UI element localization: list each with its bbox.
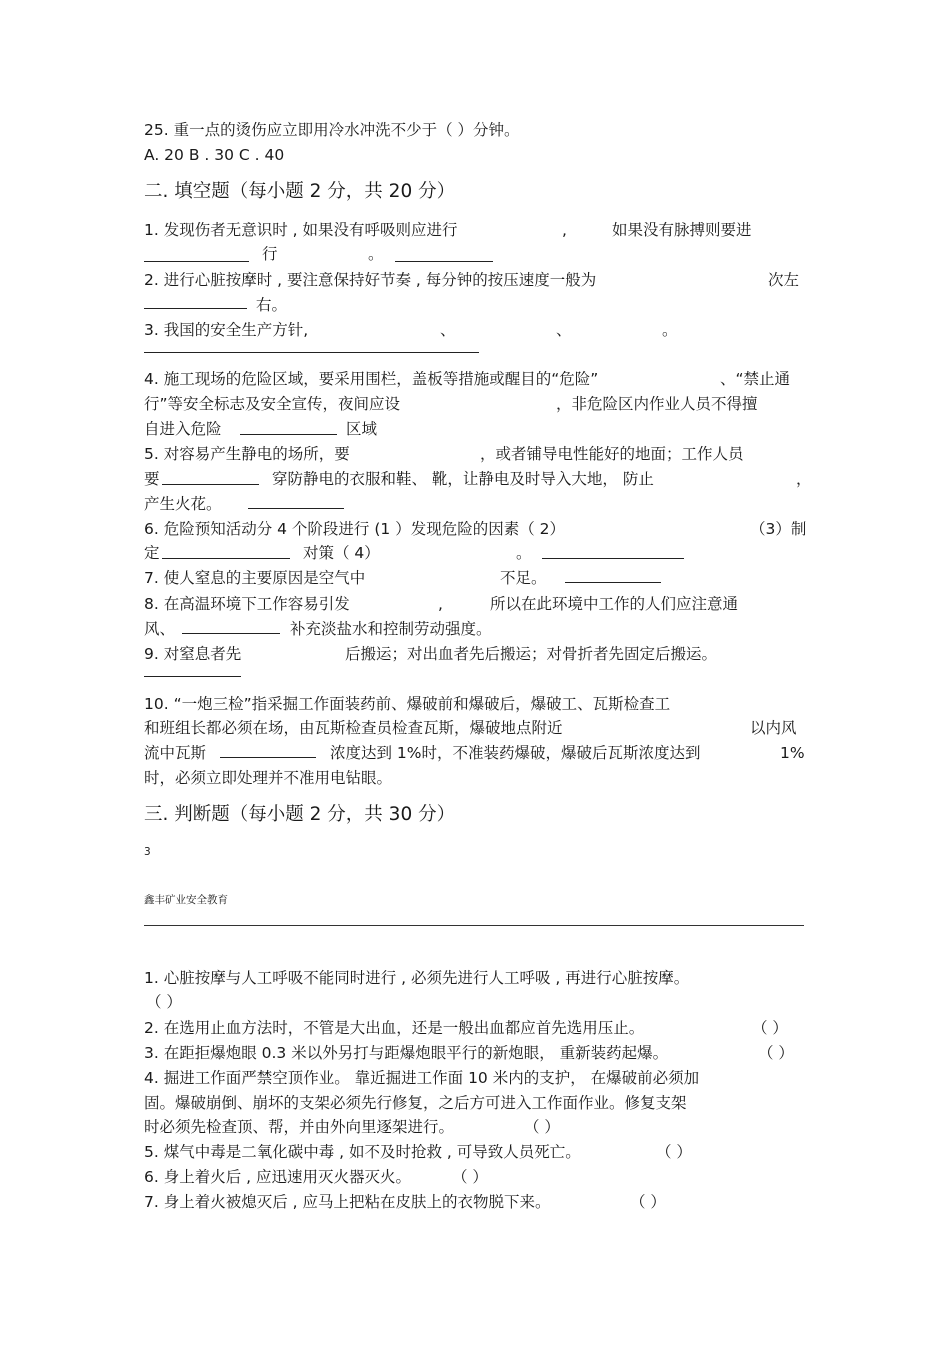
fill-q3-period: 。: [662, 321, 678, 339]
judge-q6-paren: （ ）: [452, 1168, 488, 1186]
judge-q2-paren: （ ）: [752, 1019, 788, 1037]
fill-q6-blank2: [542, 558, 684, 559]
fill-q4-line2: 行”等安全标志及安全宣传，夜间应设: [144, 395, 401, 413]
fill-q5-blank1: [162, 484, 259, 485]
fill-q5-blank2: [248, 508, 344, 509]
section3-heading: 三. 判断题（每小题 2 分，共 30 分）: [144, 804, 456, 825]
judge-q6-text: 6. 身上着火后 , 应迅速用灭火器灭火。: [144, 1168, 411, 1186]
fill-q10-line4: 时，必须立即处理并不准用电钻眼。: [144, 769, 393, 787]
fill-q6-line2c: 。: [516, 544, 532, 562]
fill-q3-blank: [144, 352, 479, 353]
fill-q9-blank: [144, 676, 241, 677]
fill-q5-line1b: ，或者铺导电性能好的地面；工作人员: [480, 445, 744, 463]
judge-q4-line3: 时必须先检查顶、帮，并由外向里逐架进行。: [144, 1118, 455, 1136]
judge-q5-text: 5. 煤气中毒是二氧化碳中毒 , 如不及时抢救 , 可导致人员死亡。: [144, 1143, 581, 1161]
fill-q10-line2: 和班组长都必须在场，由瓦斯检查员检查瓦斯，爆破地点附近: [144, 719, 563, 737]
fill-q9-text2: 后搬运；对出血者先后搬运；对骨折者先固定后搬运。: [345, 645, 718, 663]
fill-q1-text3: 行: [262, 245, 278, 263]
running-header: 鑫丰矿业安全教育: [144, 894, 228, 906]
fill-q4-line3: 自进入危险: [144, 420, 222, 438]
q25-stem: 25. 重一点的烫伤应立即用冷水冲洗不少于（ ）分钟。: [144, 121, 520, 139]
judge-q3-paren: （ ）: [758, 1044, 794, 1062]
fill-q6-line2b: 对策（ 4）: [303, 544, 380, 562]
fill-q10-line3: 流中瓦斯: [144, 744, 207, 762]
fill-q3-sep2: 、: [556, 321, 572, 339]
page-number: 3: [144, 846, 151, 858]
judge-q1-paren: （ ）: [146, 993, 182, 1011]
fill-q1-period: 。: [368, 245, 384, 263]
fill-q7-blank: [565, 582, 661, 583]
judge-q3-text: 3. 在距拒爆炮眼 0.3 米以外另打与距爆炮眼平行的新炮眼， 重新装药起爆。: [144, 1044, 669, 1062]
fill-q8-line2b: 补充淡盐水和控制劳动强度。: [290, 620, 492, 638]
fill-q9-text: 9. 对窒息者先: [144, 645, 242, 663]
judge-q1-text: 1. 心脏按摩与人工呼吸不能同时进行 , 必须先进行人工呼吸 , 再进行心脏按摩。: [144, 969, 690, 987]
fill-q8-comma: ,: [438, 595, 443, 613]
judge-q7-paren: （ ）: [630, 1193, 666, 1211]
fill-q7-text: 7. 使人窒息的主要原因是空气中: [144, 569, 366, 587]
fill-q8-line1c: 所以在此环境中工作的人们应注意通: [490, 595, 739, 613]
fill-q8-blank: [182, 633, 280, 634]
fill-q2-blank: [144, 308, 247, 309]
fill-q4-blank: [240, 434, 337, 435]
fill-q3-sep1: 、: [440, 321, 456, 339]
fill-q6-line1b: （3）制: [750, 520, 807, 538]
fill-q10-line3c: 1%: [780, 744, 805, 762]
fill-q5-line2b: 穿防静电的衣服和鞋、 靴，让静电及时导入大地， 防止: [272, 470, 654, 488]
judge-q7-text: 7. 身上着火被熄灭后 , 应马上把粘在皮肤上的衣物脱下来。: [144, 1193, 551, 1211]
fill-q6-blank1: [162, 558, 290, 559]
fill-q8-line2: 风、: [144, 620, 176, 638]
fill-q4-line1b: 、“禁止通: [720, 370, 791, 388]
fill-q4-line2b: ，非危险区内作业人员不得擅: [556, 395, 758, 413]
fill-q4-line3b: 区域: [346, 420, 378, 438]
fill-q2-text2: 次左: [768, 271, 800, 289]
fill-q4-line1: 4. 施工现场的危险区域，要采用围栏，盖板等措施或醒目的“危险”: [144, 370, 599, 388]
fill-q1-blank2: [395, 261, 493, 262]
fill-q10-blank: [220, 757, 316, 758]
fill-q6-line1: 6. 危险预知活动分 4 个阶段进行 (1 ）发现危险的因素（ 2）: [144, 520, 565, 538]
judge-q4-paren: （ ）: [524, 1118, 560, 1136]
fill-q10-line1: 10. “一炮三检”指采掘工作面装药前、爆破前和爆破后，爆破工、瓦斯检查工: [144, 695, 671, 713]
fill-q1-blank1: [144, 261, 249, 262]
judge-q5-paren: （ ）: [656, 1143, 692, 1161]
fill-q7-text2: 不足。: [500, 569, 547, 587]
judge-q4-line1: 4. 掘进工作面严禁空顶作业。 靠近掘进工作面 10 米内的支护， 在爆破前必须加: [144, 1069, 700, 1087]
judge-q4-line2: 固。爆破崩倒、崩坏的支架必须先行修复，之后方可进入工作面作业。修复支架: [144, 1094, 687, 1112]
fill-q5-line1: 5. 对容易产生静电的场所，要: [144, 445, 350, 463]
fill-q5-line3: 产生火花。: [144, 495, 222, 513]
section2-heading: 二. 填空题（每小题 2 分，共 20 分）: [144, 181, 456, 202]
fill-q1-comma: ,: [562, 221, 567, 239]
fill-q6-line2: 定: [144, 544, 160, 562]
header-rule: [144, 925, 804, 926]
judge-q2-text: 2. 在选用止血方法时，不管是大出血，还是一般出血都应首先选用压止。: [144, 1019, 645, 1037]
q25-options: A. 20 B . 30 C . 40: [144, 146, 285, 164]
fill-q1-text: 1. 发现伤者无意识时 , 如果没有呼吸则应进行: [144, 221, 458, 239]
fill-q3-text: 3. 我国的安全生产方针,: [144, 321, 309, 339]
fill-q8-line1: 8. 在高温环境下工作容易引发: [144, 595, 350, 613]
fill-q10-line3b: 浓度达到 1%时，不准装药爆破，爆破后瓦斯浓度达到: [330, 744, 701, 762]
fill-q5-line2c: ，: [796, 470, 812, 488]
fill-q5-line2: 要: [144, 470, 160, 488]
fill-q2-text: 2. 进行心脏按摩时 , 要注意保持好节奏 , 每分钟的按压速度一般为: [144, 271, 597, 289]
fill-q10-line2b: 以内风: [750, 719, 797, 737]
fill-q1-text2: 如果没有脉搏则要进: [612, 221, 752, 239]
fill-q2-text3: 右。: [256, 296, 288, 314]
